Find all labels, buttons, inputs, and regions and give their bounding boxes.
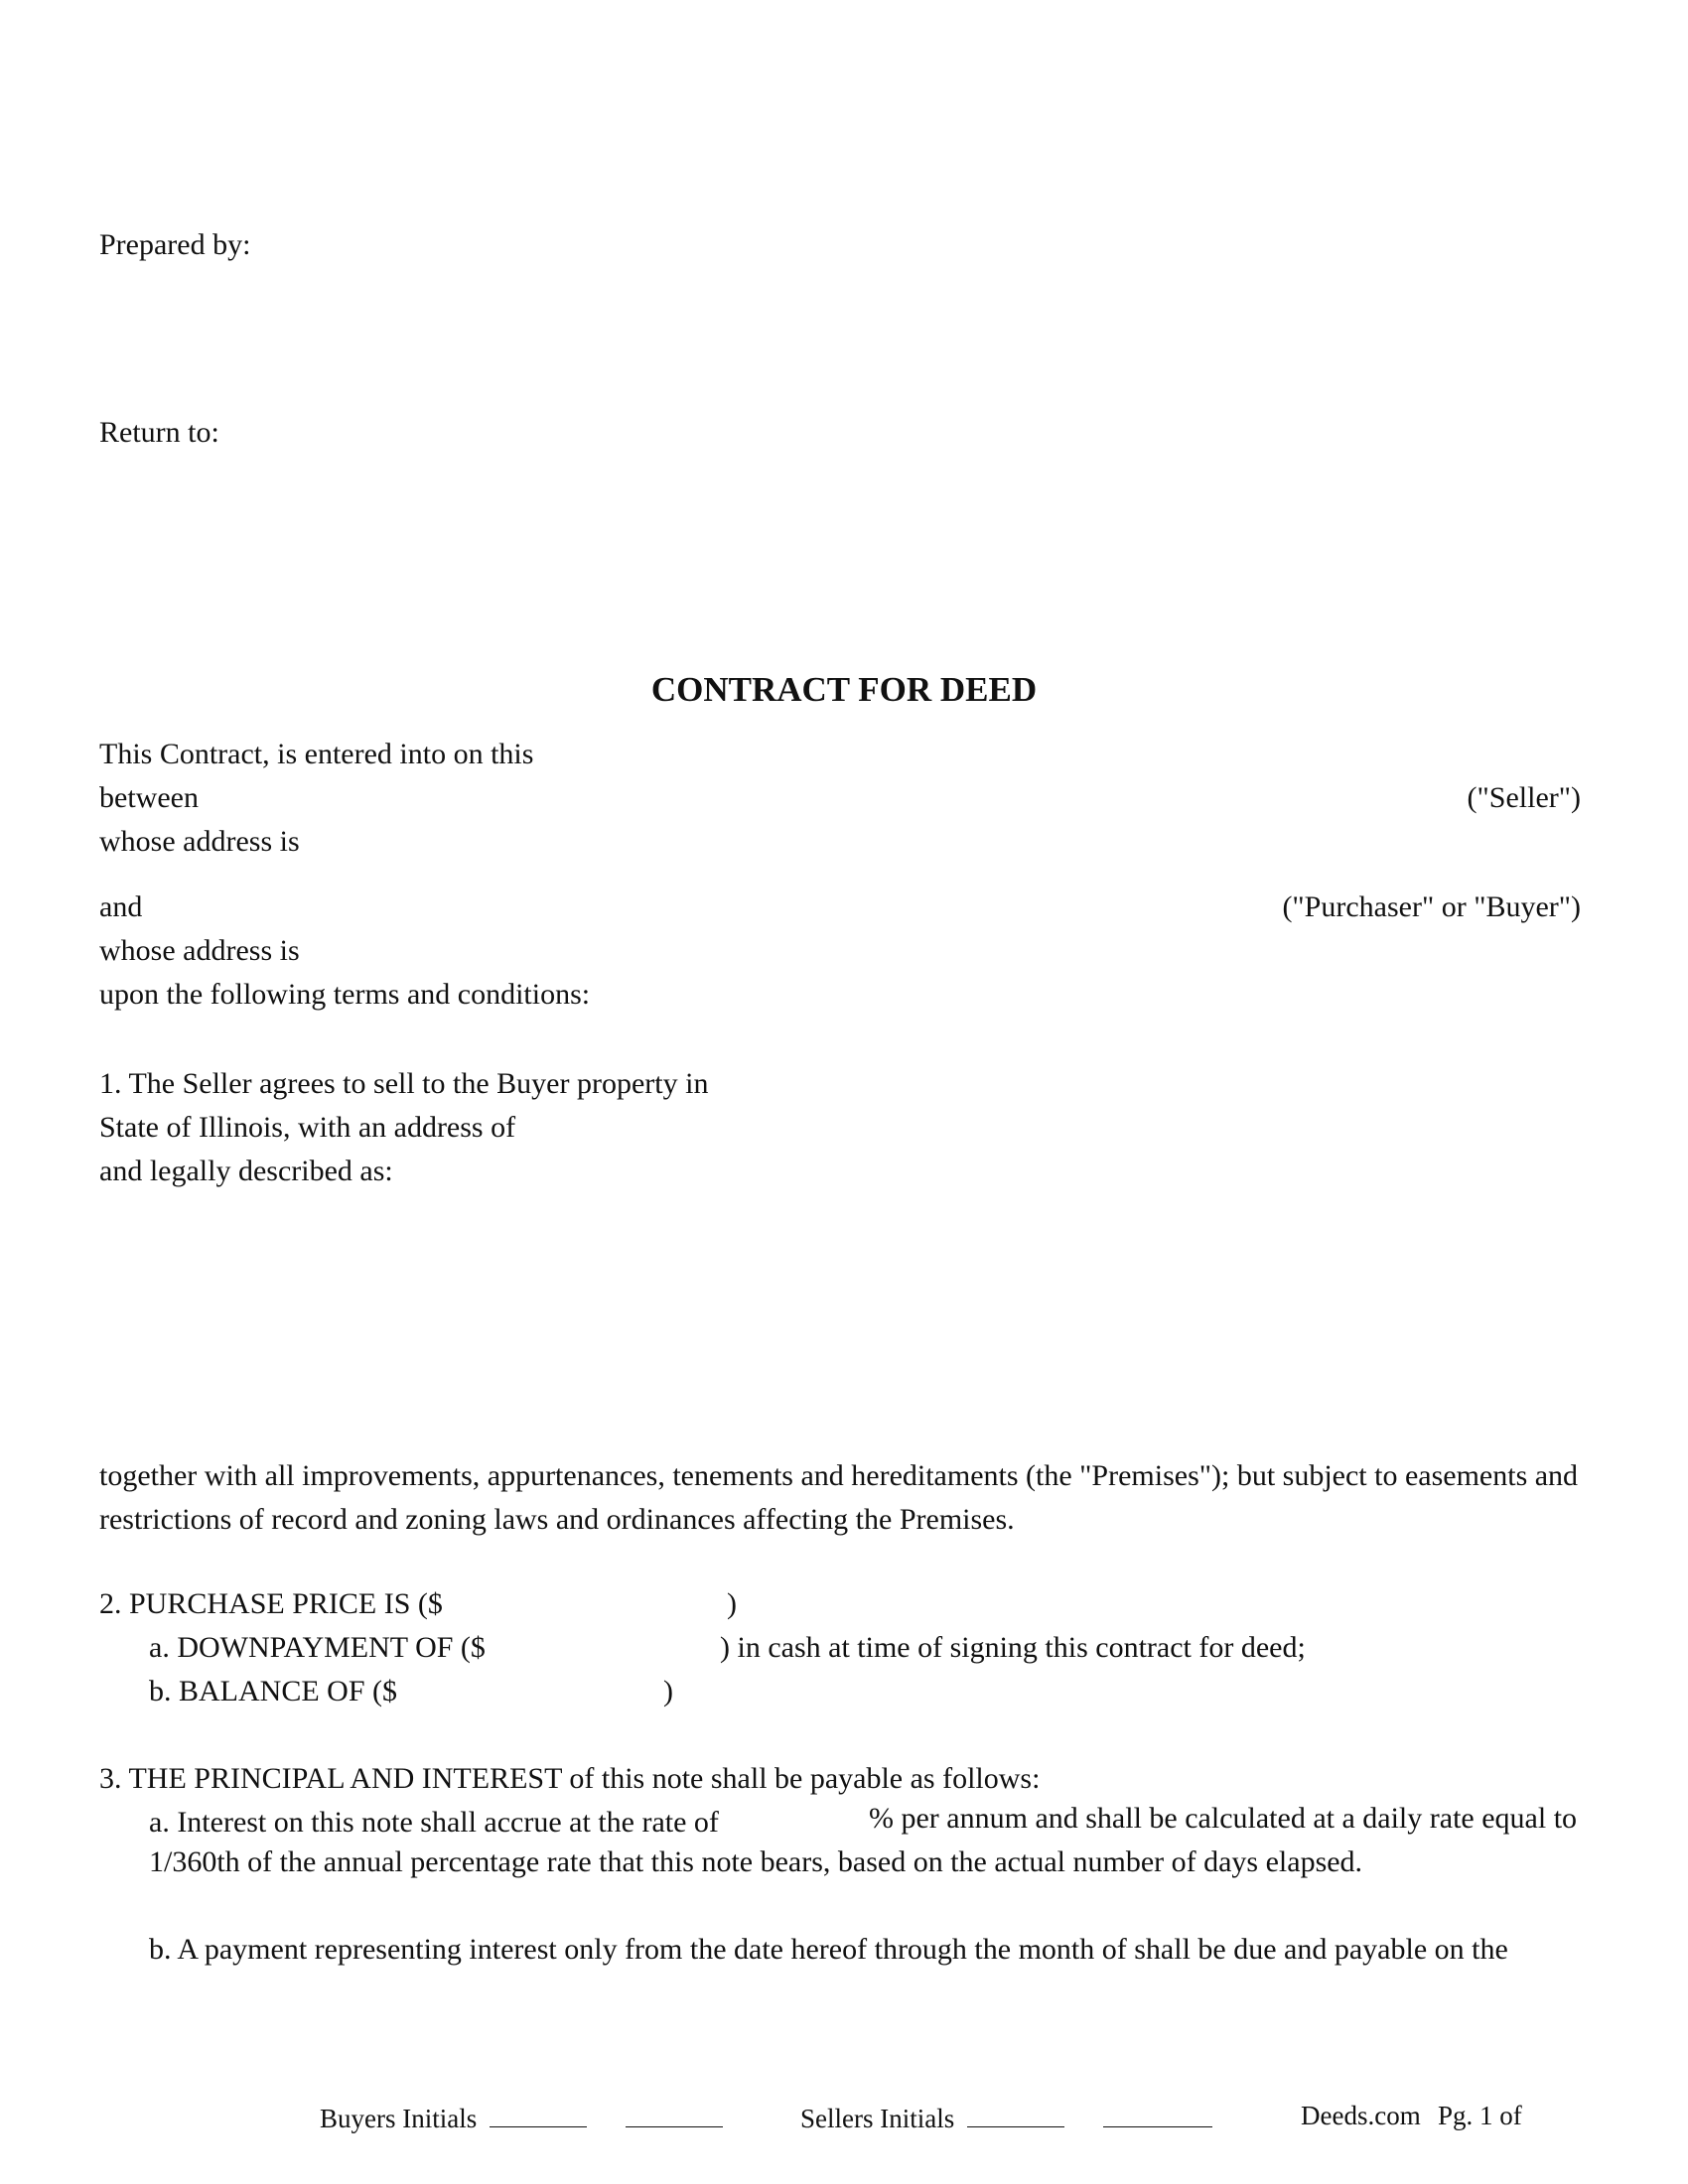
buyer-address-label: whose address is — [99, 934, 300, 967]
buyers-initials-label: Buyers Initials — [320, 2104, 478, 2133]
interest-rate-text: % per annum and shall be calculated at a daily rate equal to 1/360th of the annual percentage rate that this note bears, based on the actual number of days elapsed. — [149, 1802, 1578, 1878]
footer-site: Deeds.com — [1301, 2101, 1421, 2130]
seller-initial-blank-2[interactable] — [1103, 2103, 1212, 2127]
section1-line2: State of Illinois, with an address of — [99, 1111, 516, 1144]
interest-rate-label: a. Interest on this note shall accrue at the rate of — [149, 1806, 719, 1839]
section3-heading: 3. THE PRINCIPAL AND INTEREST of this note shall be payable as follows: — [99, 1762, 1041, 1795]
between-label: between — [99, 781, 199, 814]
premises-paragraph: together with all improvements, appurtenances, tenements and hereditaments (the "Premises"); but subject to easements and restrictions of record and zoning laws and ordinances affecting the Premises. — [99, 1459, 1579, 1536]
footer-page-number: Pg. 1 of — [1438, 2101, 1522, 2130]
return-to-label: Return to: — [99, 416, 219, 449]
prepared-by-label: Prepared by: — [99, 228, 251, 261]
interest-payment-text: b. A payment representing interest only from the date hereof through the month of shall be due and payable on the — [149, 1933, 1508, 1966]
downpayment-label: a. DOWNPAYMENT OF ($ — [149, 1631, 486, 1664]
buyer-initial-blank-1[interactable] — [490, 2103, 587, 2127]
seller-address-label: whose address is — [99, 825, 300, 858]
document-title: CONTRACT FOR DEED — [650, 670, 1038, 709]
purchaser-tag: ("Purchaser" or "Buyer") — [1282, 890, 1581, 923]
contract-date-line: This Contract, is entered into on this — [99, 738, 534, 770]
purchase-price-close: ) — [727, 1587, 737, 1620]
sellers-initials-label: Sellers Initials — [800, 2104, 955, 2133]
and-label: and — [99, 890, 143, 923]
buyer-initial-blank-2[interactable] — [626, 2103, 723, 2127]
balance-close: ) — [663, 1675, 673, 1707]
buyers-initials — [320, 2103, 723, 2132]
seller-tag: ("Seller") — [1467, 781, 1581, 814]
terms-intro: upon the following terms and conditions: — [99, 978, 591, 1011]
section1-line1: 1. The Seller agrees to sell to the Buyer property in — [99, 1067, 709, 1100]
downpayment-close: ) in cash at time of signing this contract for deed; — [720, 1631, 1306, 1664]
sellers-initials — [800, 2103, 1212, 2132]
purchase-price-label: 2. PURCHASE PRICE IS ($ — [99, 1587, 443, 1620]
balance-label: b. BALANCE OF ($ — [149, 1675, 398, 1707]
seller-initial-blank-1[interactable] — [967, 2103, 1064, 2127]
section1-line3: and legally described as: — [99, 1155, 393, 1187]
